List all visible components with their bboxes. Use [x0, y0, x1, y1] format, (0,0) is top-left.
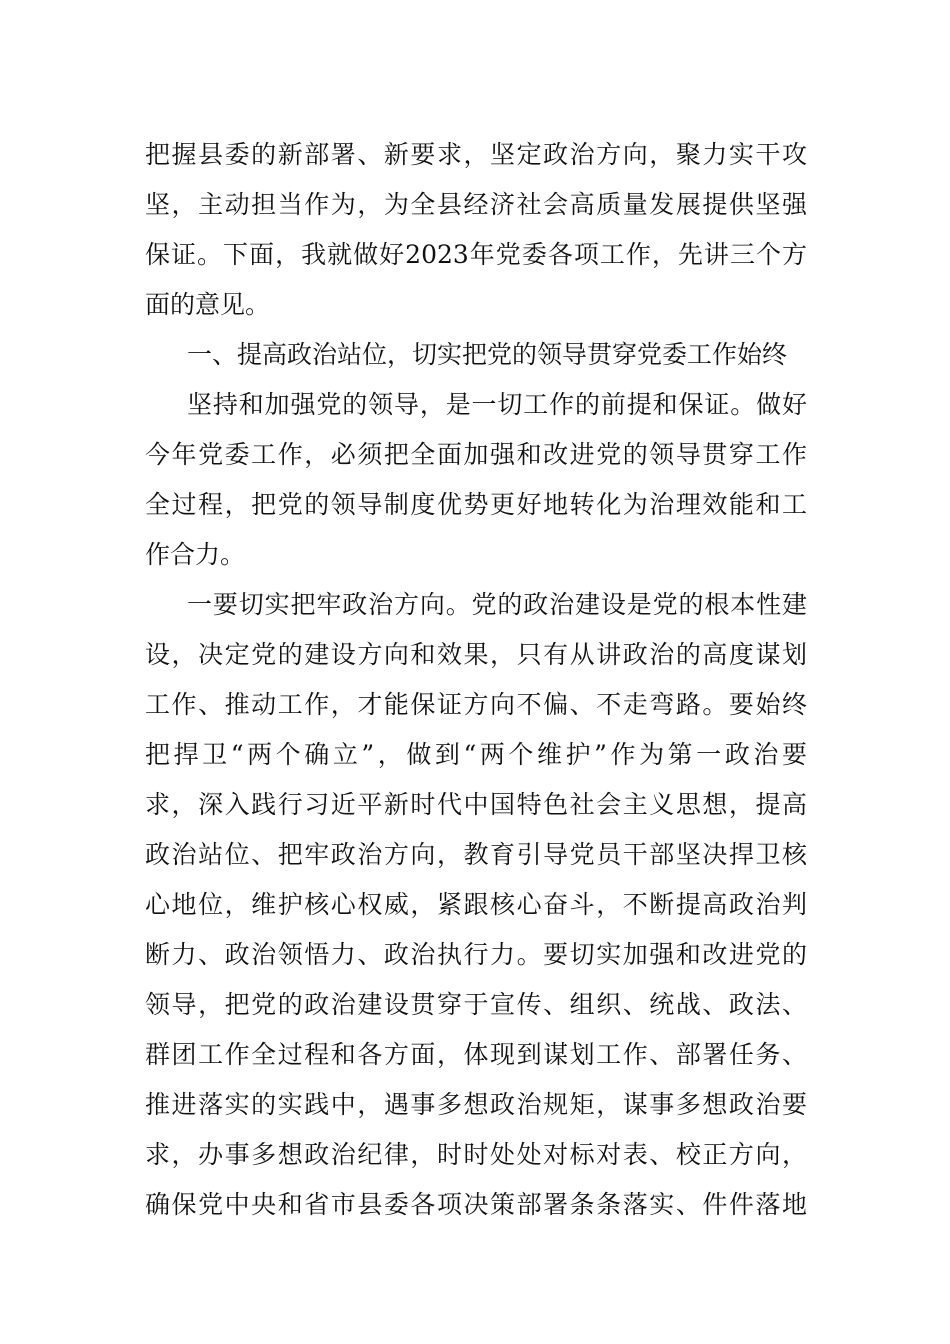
- paragraph-line: 政治站位、把牢政治方向，教育引导党员干部坚决捍卫核: [145, 840, 807, 869]
- paragraph-line: 面的意见。: [145, 290, 271, 319]
- paragraph-line: 保证。下面，我就做好2023年党委各项工作，先讲三个方: [145, 240, 807, 269]
- paragraph-line: 领导，把党的政治建设贯穿于宣传、组织、统战、政法、: [145, 990, 807, 1019]
- paragraph-line: 把握县委的新部署、新要求，坚定政治方向，聚力实干攻: [145, 140, 807, 169]
- paragraph-line: 坚，主动担当作为，为全县经济社会高质量发展提供坚强: [145, 190, 807, 219]
- section-heading: 一、提高政治站位，切实把党的领导贯穿党委工作始终: [187, 340, 788, 369]
- paragraph-line: 心地位，维护核心权威，紧跟核心奋斗，不断提高政治判: [145, 890, 807, 919]
- document-body: [145, 130, 807, 1230]
- paragraph-line: 求，深入践行习近平新时代中国特色社会主义思想，提高: [145, 790, 807, 819]
- paragraph-line: 设，决定党的建设方向和效果，只有从讲政治的高度谋划: [145, 640, 807, 669]
- paragraph-line: 工作、推动工作，才能保证方向不偏、不走弯路。要始终: [145, 690, 807, 719]
- paragraph-line: 全过程，把党的领导制度优势更好地转化为治理效能和工: [145, 490, 807, 519]
- paragraph-line: 坚持和加强党的领导，是一切工作的前提和保证。做好: [187, 390, 807, 419]
- paragraph-line: 断力、政治领悟力、政治执行力。要切实加强和改进党的: [145, 940, 807, 969]
- paragraph-line: 群团工作全过程和各方面，体现到谋划工作、部署任务、: [145, 1040, 807, 1069]
- paragraph-line: 求，办事多想政治纪律，时时处处对标对表、校正方向，: [145, 1140, 807, 1169]
- paragraph-line: 作合力。: [145, 540, 246, 569]
- paragraph-line: 今年党委工作，必须把全面加强和改进党的领导贯穿工作: [145, 440, 807, 469]
- paragraph-line: 把捍卫“两个确立”，做到“两个维护”作为第一政治要: [145, 740, 807, 769]
- paragraph-line: 确保党中央和省市县委各项决策部署条条落实、件件落地: [145, 1190, 807, 1219]
- paragraph-line: 一要切实把牢政治方向。党的政治建设是党的根本性建: [187, 590, 807, 619]
- paragraph-line: 推进落实的实践中，遇事多想政治规矩，谋事多想政治要: [145, 1090, 807, 1119]
